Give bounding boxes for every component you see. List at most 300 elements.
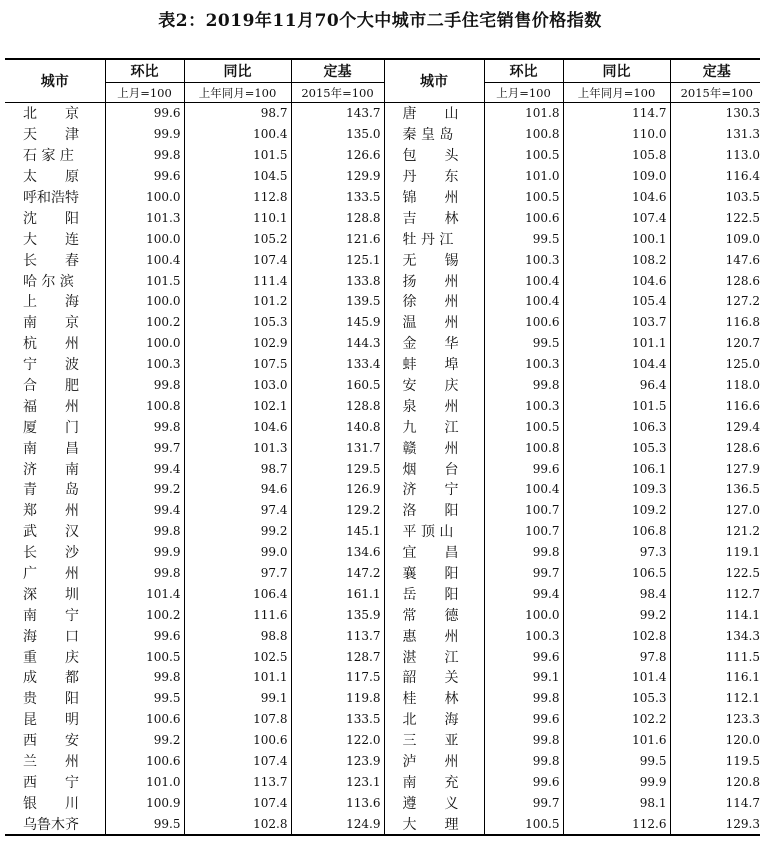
table-row	[5, 145, 760, 166]
city-name-left: 太 原	[23, 169, 79, 186]
index-yoy-left: 110.1	[184, 207, 291, 228]
index-yoy-right: 100.1	[563, 228, 670, 249]
index-base-right: 129.3	[670, 813, 760, 835]
index-yoy-left: 112.8	[184, 187, 291, 208]
index-base-left: 161.1	[291, 583, 384, 604]
header-city-right: 城市	[384, 59, 484, 103]
index-mom-right: 99.7	[484, 792, 563, 813]
index-yoy-left: 101.3	[184, 437, 291, 458]
index-base-right: 122.5	[670, 563, 760, 584]
header-city-left: 城市	[5, 59, 105, 103]
table-body	[5, 103, 760, 836]
header-base-sub-left: 2015年=100	[291, 83, 384, 103]
city-name-right: 三 亚	[384, 730, 484, 751]
city-name-left: 青 岛	[23, 482, 79, 499]
index-base-right: 147.6	[670, 249, 760, 270]
table-row	[5, 813, 760, 835]
index-mom-left: 99.9	[105, 124, 184, 145]
index-yoy-left: 98.7	[184, 103, 291, 124]
index-mom-left: 99.8	[105, 416, 184, 437]
city-name-left: 上 海	[23, 294, 79, 311]
index-yoy-left: 101.2	[184, 291, 291, 312]
index-yoy-right: 99.5	[563, 751, 670, 772]
index-mom-left: 99.6	[105, 625, 184, 646]
city-name-right: 遵 义	[384, 792, 484, 813]
table-row	[5, 625, 760, 646]
index-base-left: 117.5	[291, 667, 384, 688]
index-base-right: 128.6	[670, 437, 760, 458]
index-yoy-left: 101.5	[184, 145, 291, 166]
table-row	[5, 312, 760, 333]
index-yoy-left: 102.1	[184, 395, 291, 416]
city-name-left: 石 家 庄	[23, 148, 74, 165]
index-base-right: 129.4	[670, 416, 760, 437]
city-name-right: 平 顶 山	[384, 521, 484, 542]
city-name-left: 厦 门	[23, 419, 79, 436]
index-base-right: 134.3	[670, 625, 760, 646]
index-base-left: 121.6	[291, 228, 384, 249]
index-mom-right: 101.8	[484, 103, 563, 124]
city-name-left: 合 肥	[23, 378, 79, 395]
index-yoy-left: 106.4	[184, 583, 291, 604]
index-yoy-left: 104.5	[184, 166, 291, 187]
index-base-right: 113.0	[670, 145, 760, 166]
table-row	[5, 437, 760, 458]
index-mom-right: 99.6	[484, 772, 563, 793]
index-yoy-right: 107.4	[563, 207, 670, 228]
index-base-left: 139.5	[291, 291, 384, 312]
index-mom-left: 99.8	[105, 521, 184, 542]
index-mom-left: 101.4	[105, 583, 184, 604]
index-base-right: 116.4	[670, 166, 760, 187]
index-base-left: 119.8	[291, 688, 384, 709]
index-yoy-right: 104.6	[563, 270, 670, 291]
index-base-left: 129.2	[291, 500, 384, 521]
index-mom-left: 101.0	[105, 772, 184, 793]
index-mom-right: 99.6	[484, 458, 563, 479]
city-name-left: 济 南	[23, 461, 79, 478]
index-mom-right: 100.5	[484, 813, 563, 835]
index-base-right: 120.0	[670, 730, 760, 751]
table-row	[5, 291, 760, 312]
city-name-right: 蚌 埠	[384, 354, 484, 375]
index-base-right: 114.1	[670, 604, 760, 625]
index-base-left: 144.3	[291, 333, 384, 354]
index-base-left: 135.0	[291, 124, 384, 145]
header-yoy-sub-left: 上年同月=100	[184, 83, 291, 103]
city-name-left: 西 宁	[23, 774, 79, 791]
index-base-left: 133.8	[291, 270, 384, 291]
index-yoy-left: 105.2	[184, 228, 291, 249]
table-row	[5, 542, 760, 563]
index-base-left: 145.1	[291, 521, 384, 542]
index-yoy-right: 106.5	[563, 563, 670, 584]
city-name-left: 南 宁	[23, 607, 79, 624]
index-mom-left: 100.4	[105, 249, 184, 270]
index-mom-left: 99.9	[105, 542, 184, 563]
index-base-left: 133.4	[291, 354, 384, 375]
city-name-right: 泸 州	[384, 751, 484, 772]
index-mom-right: 100.7	[484, 500, 563, 521]
index-mom-left: 99.8	[105, 145, 184, 166]
city-name-left: 乌鲁木齐	[5, 813, 105, 835]
index-yoy-right: 109.0	[563, 166, 670, 187]
index-yoy-right: 106.1	[563, 458, 670, 479]
city-name-left: 银 川	[23, 795, 79, 812]
index-base-right: 120.7	[670, 333, 760, 354]
index-mom-right: 100.3	[484, 625, 563, 646]
index-yoy-right: 101.6	[563, 730, 670, 751]
index-mom-right: 100.8	[484, 437, 563, 458]
index-base-left: 123.1	[291, 772, 384, 793]
city-name-right: 湛 江	[384, 646, 484, 667]
city-name-left: 武 汉	[23, 524, 79, 541]
index-base-left: 122.0	[291, 730, 384, 751]
index-mom-right: 99.7	[484, 563, 563, 584]
city-name-right: 牡 丹 江	[384, 228, 484, 249]
table-row	[5, 646, 760, 667]
index-mom-right: 100.5	[484, 145, 563, 166]
city-name-left: 成 都	[23, 670, 79, 687]
city-name-left: 长 沙	[23, 545, 79, 562]
index-yoy-left: 102.8	[184, 813, 291, 835]
index-mom-left: 99.8	[105, 375, 184, 396]
index-mom-right: 100.5	[484, 187, 563, 208]
index-base-right: 116.1	[670, 667, 760, 688]
city-name-left: 昆 明	[23, 712, 79, 729]
index-yoy-left: 107.4	[184, 792, 291, 813]
city-name-left: 哈 尔 滨	[23, 273, 74, 290]
index-base-right: 120.8	[670, 772, 760, 793]
index-yoy-right: 105.4	[563, 291, 670, 312]
index-base-right: 119.1	[670, 542, 760, 563]
index-mom-right: 100.3	[484, 354, 563, 375]
index-yoy-left: 99.2	[184, 521, 291, 542]
index-yoy-left: 100.4	[184, 124, 291, 145]
index-yoy-left: 107.8	[184, 709, 291, 730]
city-name-right: 烟 台	[384, 458, 484, 479]
table-row	[5, 458, 760, 479]
table-row	[5, 709, 760, 730]
index-mom-left: 100.3	[105, 354, 184, 375]
index-yoy-right: 109.3	[563, 479, 670, 500]
index-mom-left: 99.2	[105, 730, 184, 751]
table-row	[5, 395, 760, 416]
index-yoy-right: 103.7	[563, 312, 670, 333]
index-yoy-left: 98.7	[184, 458, 291, 479]
index-yoy-right: 109.2	[563, 500, 670, 521]
index-base-right: 116.8	[670, 312, 760, 333]
index-base-left: 135.9	[291, 604, 384, 625]
city-name-right: 吉 林	[384, 207, 484, 228]
index-mom-right: 99.4	[484, 583, 563, 604]
index-mom-left: 99.2	[105, 479, 184, 500]
city-name-right: 惠 州	[384, 625, 484, 646]
index-base-right: 119.5	[670, 751, 760, 772]
city-name-right: 金 华	[384, 333, 484, 354]
index-mom-right: 99.8	[484, 542, 563, 563]
index-mom-right: 99.8	[484, 375, 563, 396]
index-mom-right: 99.1	[484, 667, 563, 688]
table-row	[5, 521, 760, 542]
index-yoy-right: 104.4	[563, 354, 670, 375]
city-name-left: 海 口	[23, 628, 79, 645]
table-row	[5, 479, 760, 500]
index-base-left: 128.7	[291, 646, 384, 667]
index-yoy-left: 99.0	[184, 542, 291, 563]
index-mom-right: 99.8	[484, 751, 563, 772]
index-mom-left: 99.4	[105, 500, 184, 521]
header-yoy-sub-right: 上年同月=100	[563, 83, 670, 103]
table-row	[5, 354, 760, 375]
index-base-right: 131.3	[670, 124, 760, 145]
city-name-right: 丹 东	[384, 166, 484, 187]
header-mom-right: 环比	[484, 59, 563, 83]
index-mom-left: 100.6	[105, 709, 184, 730]
table-row	[5, 730, 760, 751]
city-name-left: 长 春	[23, 252, 79, 269]
index-base-right: 114.7	[670, 792, 760, 813]
index-mom-left: 99.6	[105, 166, 184, 187]
index-mom-left: 100.2	[105, 604, 184, 625]
index-yoy-left: 98.8	[184, 625, 291, 646]
index-base-left: 129.5	[291, 458, 384, 479]
city-name-right: 济 宁	[384, 479, 484, 500]
city-name-right: 襄 阳	[384, 563, 484, 584]
index-mom-left: 99.8	[105, 667, 184, 688]
index-yoy-left: 105.3	[184, 312, 291, 333]
index-base-left: 125.1	[291, 249, 384, 270]
price-index-table	[5, 58, 760, 836]
index-mom-right: 99.5	[484, 228, 563, 249]
index-yoy-right: 97.3	[563, 542, 670, 563]
index-yoy-right: 99.2	[563, 604, 670, 625]
index-mom-right: 100.4	[484, 479, 563, 500]
table-row	[5, 124, 760, 145]
index-base-left: 131.7	[291, 437, 384, 458]
index-mom-right: 100.3	[484, 249, 563, 270]
city-name-left: 重 庆	[23, 649, 79, 666]
index-mom-left: 99.8	[105, 563, 184, 584]
index-yoy-left: 104.6	[184, 416, 291, 437]
city-name-right: 赣 州	[384, 437, 484, 458]
header-yoy-left: 同比	[184, 59, 291, 83]
table-row	[5, 604, 760, 625]
city-name-left: 宁 波	[23, 357, 79, 374]
city-name-left: 西 安	[23, 733, 79, 750]
index-yoy-left: 111.4	[184, 270, 291, 291]
index-mom-left: 100.9	[105, 792, 184, 813]
header-yoy-right: 同比	[563, 59, 670, 83]
city-name-right: 泉 州	[384, 395, 484, 416]
index-base-right: 130.3	[670, 103, 760, 124]
index-mom-left: 99.6	[105, 103, 184, 124]
city-name-right: 锦 州	[384, 187, 484, 208]
index-base-right: 112.1	[670, 688, 760, 709]
index-base-left: 133.5	[291, 187, 384, 208]
index-mom-right: 100.4	[484, 291, 563, 312]
index-yoy-right: 98.4	[563, 583, 670, 604]
city-name-right: 南 充	[384, 772, 484, 793]
table-row	[5, 270, 760, 291]
index-mom-right: 99.6	[484, 709, 563, 730]
table-row	[5, 751, 760, 772]
table-row	[5, 583, 760, 604]
city-name-right: 安 庆	[384, 375, 484, 396]
index-base-right: 111.5	[670, 646, 760, 667]
index-mom-left: 100.2	[105, 312, 184, 333]
city-name-right: 温 州	[384, 312, 484, 333]
index-yoy-right: 102.2	[563, 709, 670, 730]
index-base-right: 136.5	[670, 479, 760, 500]
index-base-right: 127.2	[670, 291, 760, 312]
index-mom-left: 100.6	[105, 751, 184, 772]
index-mom-right: 100.6	[484, 312, 563, 333]
city-name-left: 北 京	[23, 106, 79, 123]
index-mom-right: 100.5	[484, 416, 563, 437]
index-base-right: 128.6	[670, 270, 760, 291]
index-mom-left: 100.0	[105, 291, 184, 312]
index-mom-right: 100.6	[484, 207, 563, 228]
index-yoy-left: 103.0	[184, 375, 291, 396]
index-yoy-left: 99.1	[184, 688, 291, 709]
table-row	[5, 563, 760, 584]
city-name-right: 无 锡	[384, 249, 484, 270]
index-yoy-right: 102.8	[563, 625, 670, 646]
index-yoy-right: 105.3	[563, 437, 670, 458]
index-base-left: 124.9	[291, 813, 384, 835]
index-yoy-right: 114.7	[563, 103, 670, 124]
table-row	[5, 187, 760, 208]
city-name-right: 桂 林	[384, 688, 484, 709]
index-yoy-left: 100.6	[184, 730, 291, 751]
city-name-left: 福 州	[23, 398, 79, 415]
index-mom-left: 99.4	[105, 458, 184, 479]
index-yoy-right: 112.6	[563, 813, 670, 835]
city-name-right: 北 海	[384, 709, 484, 730]
index-base-left: 147.2	[291, 563, 384, 584]
index-yoy-right: 97.8	[563, 646, 670, 667]
index-yoy-left: 107.4	[184, 751, 291, 772]
table-row	[5, 688, 760, 709]
city-name-left: 南 京	[23, 315, 79, 332]
index-base-right: 125.0	[670, 354, 760, 375]
index-mom-right: 100.7	[484, 521, 563, 542]
index-base-left: 129.9	[291, 166, 384, 187]
city-name-left: 兰 州	[23, 754, 79, 771]
table-row	[5, 166, 760, 187]
city-name-left: 南 昌	[23, 440, 79, 457]
table-row	[5, 792, 760, 813]
city-name-right: 徐 州	[384, 291, 484, 312]
index-base-left: 134.6	[291, 542, 384, 563]
index-mom-right: 99.5	[484, 333, 563, 354]
index-mom-left: 99.7	[105, 437, 184, 458]
index-base-right: 127.9	[670, 458, 760, 479]
index-yoy-right: 108.2	[563, 249, 670, 270]
city-name-right: 岳 阳	[384, 583, 484, 604]
index-base-left: 126.9	[291, 479, 384, 500]
city-name-right: 大 理	[384, 813, 484, 835]
index-yoy-right: 105.8	[563, 145, 670, 166]
header-base-right: 定基	[670, 59, 760, 83]
index-yoy-left: 113.7	[184, 772, 291, 793]
index-mom-left: 99.5	[105, 688, 184, 709]
index-yoy-left: 97.4	[184, 500, 291, 521]
index-mom-left: 101.3	[105, 207, 184, 228]
index-mom-right: 100.0	[484, 604, 563, 625]
header-mom-sub-right: 上月=100	[484, 83, 563, 103]
city-name-right: 秦 皇 岛	[384, 124, 484, 145]
index-mom-left: 100.8	[105, 395, 184, 416]
table-row	[5, 667, 760, 688]
index-base-left: 113.7	[291, 625, 384, 646]
index-base-left: 123.9	[291, 751, 384, 772]
index-mom-right: 99.8	[484, 730, 563, 751]
index-base-left: 140.8	[291, 416, 384, 437]
city-name-left: 大 连	[23, 231, 79, 248]
city-name-left: 杭 州	[23, 336, 79, 353]
index-mom-right: 99.8	[484, 688, 563, 709]
index-base-right: 112.7	[670, 583, 760, 604]
header-base-sub-right: 2015年=100	[670, 83, 760, 103]
index-base-left: 113.6	[291, 792, 384, 813]
index-base-left: 133.5	[291, 709, 384, 730]
index-base-left: 160.5	[291, 375, 384, 396]
table-row	[5, 333, 760, 354]
index-yoy-right: 101.4	[563, 667, 670, 688]
city-name-left: 呼和浩特	[23, 190, 79, 206]
header-base-left: 定基	[291, 59, 384, 83]
city-name-right: 唐 山	[384, 103, 484, 124]
city-name-left: 贵 阳	[23, 691, 79, 708]
index-base-left: 145.9	[291, 312, 384, 333]
index-yoy-right: 101.1	[563, 333, 670, 354]
index-base-left: 126.6	[291, 145, 384, 166]
index-mom-right: 100.8	[484, 124, 563, 145]
city-name-right: 洛 阳	[384, 500, 484, 521]
index-mom-left: 100.0	[105, 187, 184, 208]
table-title: 表2：2019年11月70个大中城市二手住宅销售价格指数	[158, 11, 602, 31]
index-base-left: 143.7	[291, 103, 384, 124]
index-base-right: 103.5	[670, 187, 760, 208]
index-base-right: 127.0	[670, 500, 760, 521]
index-base-right: 123.3	[670, 709, 760, 730]
index-base-right: 109.0	[670, 228, 760, 249]
table-row	[5, 772, 760, 793]
index-yoy-right: 106.8	[563, 521, 670, 542]
index-mom-right: 101.0	[484, 166, 563, 187]
table-row	[5, 416, 760, 437]
index-mom-left: 100.0	[105, 333, 184, 354]
index-yoy-left: 101.1	[184, 667, 291, 688]
index-yoy-left: 94.6	[184, 479, 291, 500]
index-yoy-left: 111.6	[184, 604, 291, 625]
index-base-right: 122.5	[670, 207, 760, 228]
header-mom-sub-left: 上月=100	[105, 83, 184, 103]
header-mom-left: 环比	[105, 59, 184, 83]
city-name-left: 沈 阳	[23, 210, 79, 227]
city-name-right: 包 头	[384, 145, 484, 166]
index-mom-left: 99.5	[105, 813, 184, 835]
city-name-left: 广 州	[23, 566, 79, 583]
index-yoy-right: 106.3	[563, 416, 670, 437]
city-name-right: 九 江	[384, 416, 484, 437]
index-mom-left: 100.0	[105, 228, 184, 249]
index-yoy-left: 102.5	[184, 646, 291, 667]
index-yoy-right: 99.9	[563, 772, 670, 793]
index-mom-right: 100.3	[484, 395, 563, 416]
